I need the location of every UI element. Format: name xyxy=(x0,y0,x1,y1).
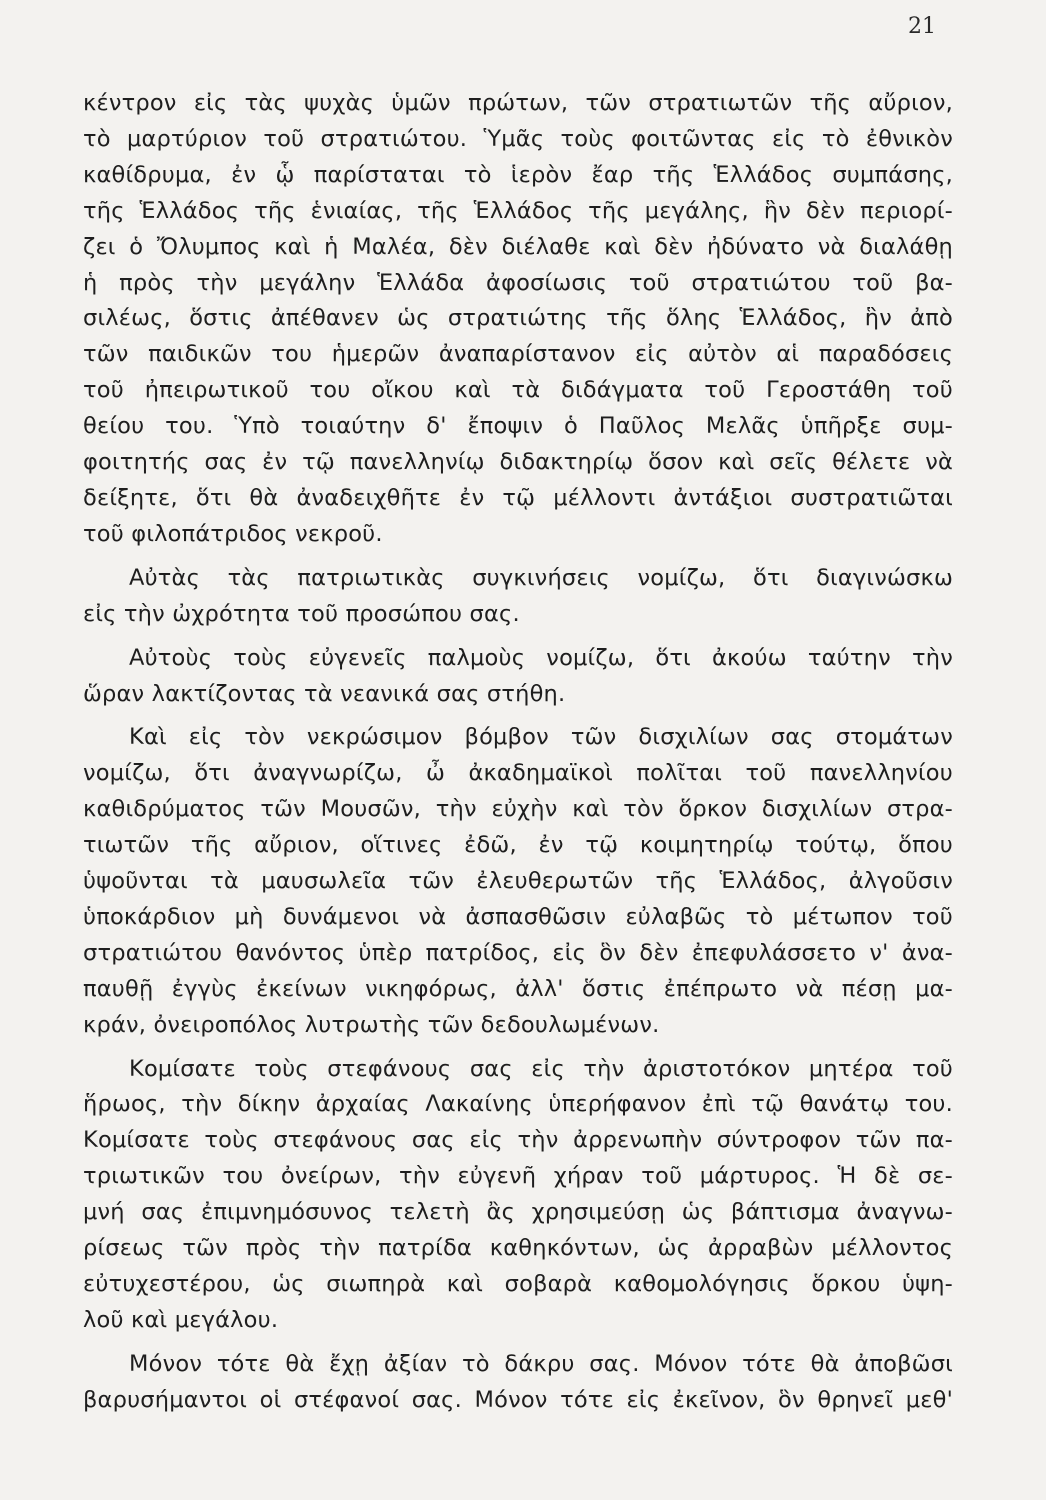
text-line: τοῦ φιλοπάτριδος νεκροῦ. xyxy=(83,520,383,547)
text-line: φοιτητής σας ἐν τῷ πανελληνίῳ διδακτηρίῳ ὅσον καὶ σεῖς θέλετε νὰ xyxy=(83,449,953,476)
text-line: κράν, ὀνειροπόλος λυτρωτὴς τῶν δεδουλωμένων. xyxy=(83,1011,660,1038)
text-line: εἰς τὴν ὠχρότητα τοῦ προσώπου σας. xyxy=(83,600,520,627)
text-line: τιωτῶν τῆς αὔριον, οἵτινες ἐδῶ, ἐν τῷ κοιμητηρίῳ τούτῳ, ὅπου xyxy=(83,832,953,859)
text-line: Κομίσατε τοὺς στεφάνους σας εἰς τὴν ἀρρενωπὴν σύντροφον τῶν πα- xyxy=(83,1127,953,1154)
paragraph xyxy=(83,720,953,1043)
body-text xyxy=(83,86,953,1427)
page-number: 21 xyxy=(908,14,936,39)
text-line: τὸ μαρτύριον τοῦ στρατιώτου. Ὑμᾶς τοὺς φοιτῶντας εἰς τὸ ἐθνικὸν xyxy=(83,125,953,152)
text-line: Κομίσατε τοὺς στεφάνους σας εἰς τὴν ἀριστοτόκον μητέρα τοῦ xyxy=(129,1055,953,1082)
text-line: ζει ὁ Ὄλυμπος καὶ ἡ Μαλέα, δὲν διέλαθε καὶ δὲν ἠδύνατο νὰ διαλάθῃ xyxy=(83,233,953,260)
paragraph xyxy=(83,1347,953,1419)
text-line: Αὐτοὺς τοὺς εὐγενεῖς παλμοὺς νομίζω, ὅτι ἀκούω ταύτην τὴν xyxy=(129,644,953,671)
text-line: λοῦ καὶ μεγάλου. xyxy=(83,1306,279,1333)
paragraph xyxy=(83,86,953,553)
text-line: τριωτικῶν του ὀνείρων, τὴν εὐγενῆ χήραν τοῦ μάρτυρος. Ἡ δὲ σε- xyxy=(83,1163,953,1190)
text-line: καθίδρυμα, ἐν ᾧ παρίσταται τὸ ἱερὸν ἔαρ τῆς Ἑλλάδος συμπάσης, xyxy=(83,161,953,188)
text-line: ὑψοῦνται τὰ μαυσωλεῖα τῶν ἐλευθερωτῶν τῆς Ἑλλάδος, ἀλγοῦσιν xyxy=(83,868,953,895)
paragraph xyxy=(83,641,953,713)
text-line: σιλέως, ὅστις ἀπέθανεν ὡς στρατιώτης τῆς ὅλης Ἑλλάδος, ἣν ἀπὸ xyxy=(83,305,953,332)
text-line: θείου του. Ὑπὸ τοιαύτην δ' ἔποψιν ὁ Παῦλος Μελᾶς ὑπῆρξε συμ- xyxy=(83,413,953,440)
text-line: μνή σας ἐπιμνημόσυνος τελετὴ ἂς χρησιμεύσῃ ὡς βάπτισμα ἀναγνω- xyxy=(83,1199,953,1226)
text-line: καθιδρύματος τῶν Μουσῶν, τὴν εὐχὴν καὶ τὸν ὅρκον δισχιλίων στρα- xyxy=(83,796,953,823)
paragraph xyxy=(83,1052,953,1339)
text-line: στρατιώτου θανόντος ὑπὲρ πατρίδος, εἰς ὃν δὲν ἐπεφυλάσσετο ν' ἀνα- xyxy=(83,939,953,966)
text-line: ρίσεως τῶν πρὸς τὴν πατρίδα καθηκόντων, ὡς ἀρραβὼν μέλλοντος xyxy=(83,1235,953,1262)
text-line: νομίζω, ὅτι ἀναγνωρίζω, ὦ ἀκαδημαϊκοὶ πολῖται τοῦ πανελληνίου xyxy=(83,760,953,787)
text-line: τῆς Ἑλλάδος τῆς ἑνιαίας, τῆς Ἑλλάδος τῆς μεγάλης, ἣν δὲν περιορί- xyxy=(83,197,953,224)
text-line: ὑποκάρδιον μὴ δυνάμενοι νὰ ἀσπασθῶσιν εὐλαβῶς τὸ μέτωπον τοῦ xyxy=(83,903,953,930)
text-line: Αὐτὰς τὰς πατριωτικὰς συγκινήσεις νομίζω, ὅτι διαγινώσκω xyxy=(129,564,953,591)
text-line: βαρυσήμαντοι οἱ στέφανοί σας. Μόνον τότε εἰς ἐκεῖνον, ὃν θρηνεῖ μεθ' xyxy=(83,1386,953,1413)
paragraph xyxy=(83,561,953,633)
text-line: ἡ πρὸς τὴν μεγάλην Ἑλλάδα ἀφοσίωσις τοῦ στρατιώτου τοῦ βα- xyxy=(83,269,953,296)
text-line: εὐτυχεστέρου, ὡς σιωπηρὰ καὶ σοβαρὰ καθομολόγησις ὅρκου ὑψη- xyxy=(83,1271,953,1297)
text-line: ὥραν λακτίζοντας τὰ νεανικά σας στήθη. xyxy=(83,680,566,707)
text-line: ἥρωος, τὴν δίκην ἀρχαίας Λακαίνης ὑπερήφανον ἐπὶ τῷ θανάτῳ του. xyxy=(83,1091,953,1118)
text-line: κέντρον εἰς τὰς ψυχὰς ὑμῶν πρώτων, τῶν στρατιωτῶν τῆς αὔριον, xyxy=(83,90,953,116)
text-line: τῶν παιδικῶν του ἡμερῶν ἀναπαρίστανον εἰς αὐτὸν αἱ παραδόσεις xyxy=(83,341,953,368)
text-line: Καὶ εἰς τὸν νεκρώσιμον βόμβον τῶν δισχιλίων σας στομάτων xyxy=(129,724,953,751)
text-line: τοῦ ἠπειρωτικοῦ του οἴκου καὶ τὰ διδάγματα τοῦ Γεροστάθη τοῦ xyxy=(83,377,953,404)
text-line: Μόνον τότε θὰ ἔχῃ ἀξίαν τὸ δάκρυ σας. Μόνον τότε θὰ ἀποβῶσι xyxy=(129,1350,953,1377)
text-line: παυθῇ ἐγγὺς ἐκείνων νικηφόρως, ἀλλ' ὅστις ἐπέπρωτο νὰ πέσῃ μα- xyxy=(83,975,953,1002)
text-line: δείξητε, ὅτι θὰ ἀναδειχθῆτε ἐν τῷ μέλλοντι ἀντάξιοι συστρατιῶται xyxy=(83,484,953,511)
